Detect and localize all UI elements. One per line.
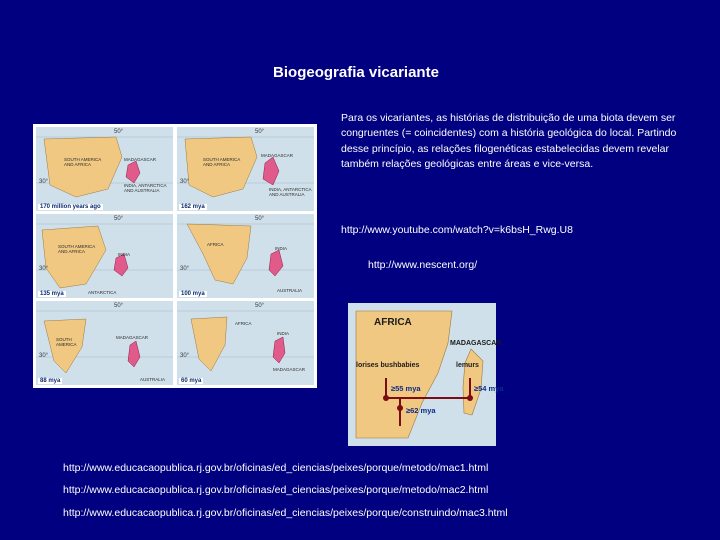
slide-title: Biogeografia vicariante [273,64,439,81]
node-c [397,405,403,411]
latitude-label: 30° [180,266,190,272]
gondwana-breakup-maps [33,124,317,388]
region-label: AFRICA [235,321,252,326]
continent-shape [185,137,257,197]
map-panel [177,214,314,298]
age-label-b: ≥54 mya [474,384,504,393]
map-panel [36,301,173,385]
africa-label: AFRICA [374,317,412,328]
latitude-label: 30° [180,353,190,359]
region-label: INDIA [118,252,131,257]
region-label: MADAGASCAR [261,153,294,158]
node-a [383,395,389,401]
region-label: SOUTH AMERICA AND AFRICA [58,244,96,254]
nescent-link[interactable]: http://www.nescent.org/ [368,259,478,271]
region-label: INDIA, ANTARCTICA AND AUSTRALIA [269,187,312,197]
latitude-label: 30° [180,179,190,185]
url-mac2[interactable]: http://www.educacaopublica.rj.gov.br/oficinas/ed_ciencias/peixes/porque/metodo/mac2.html [63,484,489,496]
region-label: SOUTH AMERICA [56,337,77,347]
age-label-a: ≥55 mya [391,384,421,393]
age-label: 100 mya [181,291,205,297]
region-label: MADAGASCAR [124,157,157,162]
region-label: AUSTRALIA [140,377,166,382]
latitude-label: 50° [114,129,124,135]
latitude-label: 50° [114,303,124,309]
node-b [467,395,473,401]
latitude-label: 50° [255,303,265,309]
madagascar-shape [128,341,140,367]
region-label: AUSTRALIA [277,288,303,293]
map-panel [36,127,173,211]
madagascar-shape [269,250,283,276]
body-paragraph: Para os vicariantes, as histórias de distribuição de uma biota devem ser congruentes (= coincidentes) com a história geológica do local. Partindo desse princípio, as relações filogenéticas estabelecidas devem revelar também relações geológicas entre áreas e vice-versa. [341,112,677,170]
region-label: INDIA [277,331,290,336]
latitude-label: 50° [255,129,265,135]
latitude-label: 30° [39,353,49,359]
latitude-label: 50° [114,216,124,222]
map-panel [36,214,173,298]
map-graphic [36,214,173,298]
latitude-label: 50° [255,216,265,222]
lemur-phylogeny-map [348,303,504,446]
youtube-link[interactable]: http://www.youtube.com/watch?v=k6bsH_Rwg.U8 [341,224,573,236]
region-label: ANTARCTICA [88,290,117,295]
age-label-c: ≥62 mya [406,406,436,415]
latitude-label: 30° [39,266,49,272]
region-label: SOUTH AMERICA AND AFRICA [64,157,102,167]
region-label: SOUTH AMERICA AND AFRICA [203,157,241,167]
url-mac3[interactable]: http://www.educacaopublica.rj.gov.br/oficinas/ed_ciencias/peixes/porque/construindo/mac3.html [63,507,508,519]
region-label: INDIA [275,246,288,251]
continent-shape [187,224,251,284]
region-label: AFRICA [207,242,224,247]
continent-shape [42,226,106,288]
lemurs-label: lemurs [456,362,479,369]
map-graphic [36,127,173,211]
region-label: INDIA, ANTARCTICA AND AUSTRALIA [124,183,167,193]
map-panel [177,127,314,211]
map-graphic [177,214,314,298]
map-graphic [177,127,314,211]
age-label: 88 mya [40,378,61,384]
madagascar-shape [126,161,140,183]
phylogeny-map-graphic [348,303,496,446]
latitude-label: 30° [39,179,49,185]
url-mac1[interactable]: http://www.educacaopublica.rj.gov.br/oficinas/ed_ciencias/peixes/porque/metodo/mac1.html [63,462,489,474]
age-label: 170 million years ago [40,204,101,210]
continent-shape [191,317,227,371]
region-label: MADAGASCAR [116,335,149,340]
map-graphic [177,301,314,385]
continent-shape [44,137,122,197]
madagascar-shape [273,337,285,363]
age-label: 60 mya [181,378,202,384]
age-label: 162 mya [181,204,205,210]
region-label: MADAGASCAR [273,367,306,372]
madagascar-shape [263,157,279,185]
age-label: 135 mya [40,291,64,297]
map-panel [177,301,314,385]
lorises-label: lorises bushbabies [356,362,420,369]
madagascar-label: MADAGASCAR [450,340,502,347]
